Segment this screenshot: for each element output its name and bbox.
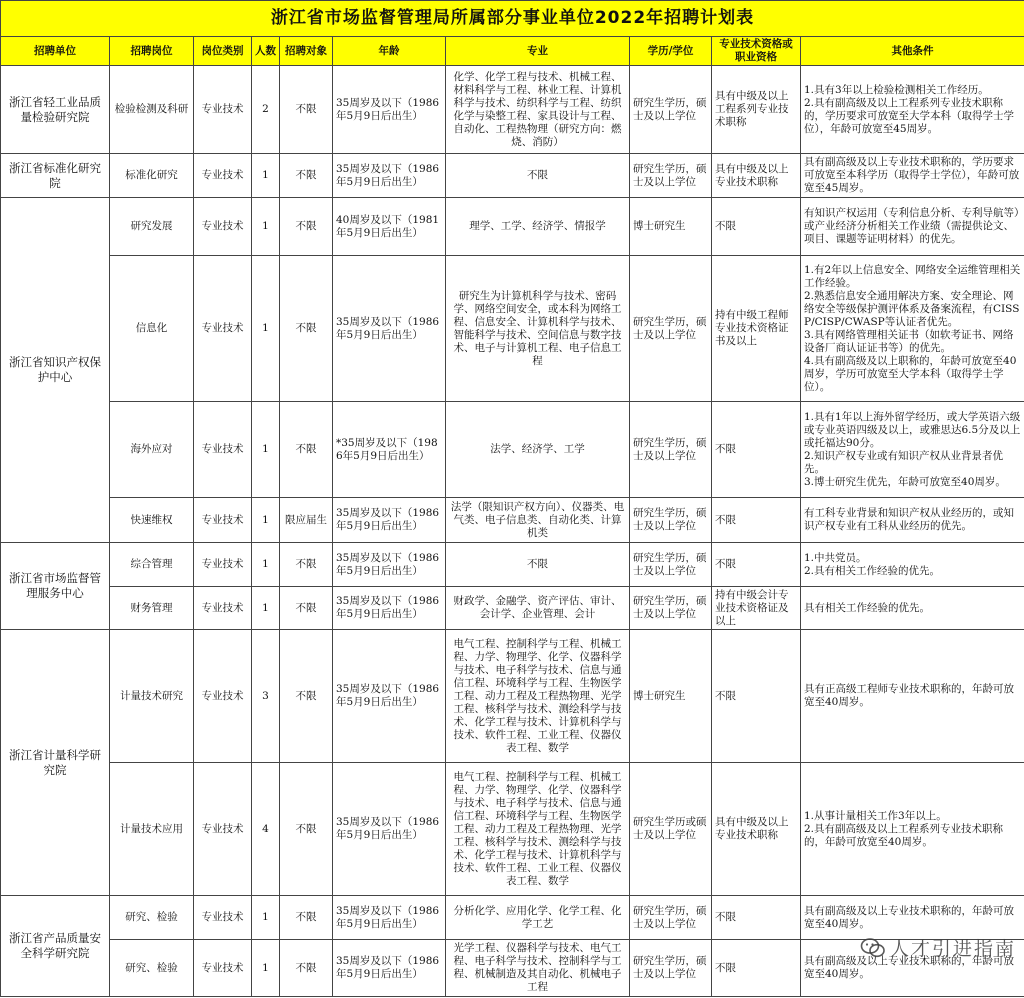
job-target: 不限 bbox=[280, 763, 333, 896]
job-age: *35周岁及以下（1986年5月9日后出生） bbox=[333, 402, 446, 498]
job-age: 35周岁及以下（1986年5月9日后出生） bbox=[333, 66, 446, 154]
header-row bbox=[1, 37, 1024, 66]
job-target: 不限 bbox=[280, 940, 333, 997]
job-category: 专业技术 bbox=[194, 256, 252, 402]
job-count: 1 bbox=[252, 154, 280, 198]
job-degree: 研究生学历，硕士及以上学位 bbox=[630, 940, 712, 997]
job-age: 35周岁及以下（1986年5月9日后出生） bbox=[333, 940, 446, 997]
job-count: 1 bbox=[252, 940, 280, 997]
unit-name: 浙江省标准化研究院 bbox=[1, 154, 110, 198]
job-degree: 研究生学历，硕士及以上学位 bbox=[630, 543, 712, 587]
job-count: 2 bbox=[252, 66, 280, 154]
page-title: 浙江省市场监督管理局所属部分事业单位2022年招聘计划表 bbox=[1, 1, 1024, 37]
job-target: 不限 bbox=[280, 630, 333, 763]
job-category: 专业技术 bbox=[194, 630, 252, 763]
unit-name: 浙江省计量科学研究院 bbox=[1, 630, 110, 896]
job-other: 1.有2年以上信息安全、网络安全运维管理相关工作经验。 2.熟悉信息安全通用解决方案、安全理论、网络安全等级保护测评体系及备案流程，有CISSP/CISP/CWASP等认证者优先。 3.具有网络管理相关证书（如软考证书、网络设备厂商认证证书等）的优先。 4.具有副高级及以上职称的，年龄可放宽至40周岁，学历可放宽至大学本科（取得学士学位）。 bbox=[801, 256, 1024, 402]
job-other: 具有正高级工程师专业技术职称的，年龄可放宽至40周岁。 bbox=[801, 630, 1024, 763]
job-age: 35周岁及以下（1986年5月9日后出生） bbox=[333, 154, 446, 198]
job-qualification: 不限 bbox=[712, 940, 801, 997]
job-position: 财务管理 bbox=[110, 587, 194, 630]
job-other: 具有相关工作经验的优先。 bbox=[801, 587, 1024, 630]
job-age: 35周岁及以下（1986年5月9日后出生） bbox=[333, 256, 446, 402]
table-row bbox=[1, 896, 1024, 940]
job-position: 快速维权 bbox=[110, 498, 194, 543]
table-row bbox=[1, 763, 1024, 896]
job-other: 1.从事计量相关工作3年以上。 2.具有副高级及以上工程系列专业技术职称的，年龄可放宽至40周岁。 bbox=[801, 763, 1024, 896]
job-count: 1 bbox=[252, 498, 280, 543]
table-row bbox=[1, 940, 1024, 997]
header-other: 其他条件 bbox=[801, 37, 1024, 66]
header-qualification: 专业技术资格或职业资格 bbox=[712, 37, 801, 66]
job-target: 不限 bbox=[280, 256, 333, 402]
job-position: 计量技术研究 bbox=[110, 630, 194, 763]
header-age: 年龄 bbox=[333, 37, 446, 66]
job-degree: 研究生学历，硕士及以上学位 bbox=[630, 498, 712, 543]
job-degree: 研究生学历，硕士及以上学位 bbox=[630, 256, 712, 402]
title-row bbox=[1, 1, 1024, 37]
job-category: 专业技术 bbox=[194, 896, 252, 940]
job-position: 检验检测及科研 bbox=[110, 66, 194, 154]
job-other: 1.中共党员。 2.具有相关工作经验的优先。 bbox=[801, 543, 1024, 587]
job-count: 3 bbox=[252, 630, 280, 763]
job-position: 标准化研究 bbox=[110, 154, 194, 198]
table-row bbox=[1, 256, 1024, 402]
job-age: 35周岁及以下（1986年5月9日后出生） bbox=[333, 630, 446, 763]
table-body bbox=[1, 66, 1024, 997]
job-degree: 研究生学历，硕士及以上学位 bbox=[630, 587, 712, 630]
job-age: 35周岁及以下（1986年5月9日后出生） bbox=[333, 543, 446, 587]
unit-name: 浙江省市场监督管理服务中心 bbox=[1, 543, 110, 630]
job-degree: 博士研究生 bbox=[630, 630, 712, 763]
job-position: 海外应对 bbox=[110, 402, 194, 498]
job-age: 35周岁及以下（1986年5月9日后出生） bbox=[333, 896, 446, 940]
job-qualification: 具有中级及以上专业技术职称 bbox=[712, 763, 801, 896]
job-count: 1 bbox=[252, 198, 280, 256]
job-qualification: 不限 bbox=[712, 630, 801, 763]
job-major: 法学、经济学、工学 bbox=[446, 402, 630, 498]
header-count: 人数 bbox=[252, 37, 280, 66]
job-degree: 研究生学历，硕士及以上学位 bbox=[630, 154, 712, 198]
unit-name: 浙江省产品质量安全科学研究院 bbox=[1, 896, 110, 997]
job-count: 1 bbox=[252, 587, 280, 630]
table-row bbox=[1, 587, 1024, 630]
job-count: 1 bbox=[252, 402, 280, 498]
job-category: 专业技术 bbox=[194, 66, 252, 154]
header-degree: 学历/学位 bbox=[630, 37, 712, 66]
job-qualification: 不限 bbox=[712, 896, 801, 940]
job-other: 1.具有1年以上海外留学经历，或大学英语六级或专业英语四级及以上，或雅思达6.5分及以上或托福达90分。 2.知识产权专业或有知识产权从业背景者优先。 3.博士研究生优先，年龄可放宽至40周岁。 bbox=[801, 402, 1024, 498]
job-degree: 研究生学历或硕士及以上学位 bbox=[630, 763, 712, 896]
table-row bbox=[1, 66, 1024, 154]
job-qualification: 不限 bbox=[712, 498, 801, 543]
table-row bbox=[1, 630, 1024, 763]
job-target: 不限 bbox=[280, 198, 333, 256]
job-count: 1 bbox=[252, 256, 280, 402]
job-major: 光学工程、仪器科学与技术、电气工程、电子科学与技术、控制科学与工程、机械制造及其自动化、机械电子工程 bbox=[446, 940, 630, 997]
job-position: 研究、检验 bbox=[110, 940, 194, 997]
header-unit: 招聘单位 bbox=[1, 37, 110, 66]
job-position: 综合管理 bbox=[110, 543, 194, 587]
job-position: 计量技术应用 bbox=[110, 763, 194, 896]
job-count: 1 bbox=[252, 543, 280, 587]
watermark-text: 人才引进指南 bbox=[889, 938, 1016, 960]
job-category: 专业技术 bbox=[194, 154, 252, 198]
job-position: 信息化 bbox=[110, 256, 194, 402]
job-degree: 研究生学历，硕士及以上学位 bbox=[630, 896, 712, 940]
job-category: 专业技术 bbox=[194, 763, 252, 896]
job-target: 不限 bbox=[280, 587, 333, 630]
job-qualification: 具有中级及以上专业技术职称 bbox=[712, 154, 801, 198]
job-major: 不限 bbox=[446, 154, 630, 198]
job-age: 35周岁及以下（1986年5月9日后出生） bbox=[333, 587, 446, 630]
job-age: 35周岁及以下（1986年5月9日后出生） bbox=[333, 763, 446, 896]
table-row bbox=[1, 498, 1024, 543]
job-qualification: 不限 bbox=[712, 198, 801, 256]
job-category: 专业技术 bbox=[194, 498, 252, 543]
job-qualification: 不限 bbox=[712, 402, 801, 498]
job-qualification: 持有中级工程师专业技术资格证书及以上 bbox=[712, 256, 801, 402]
job-degree: 研究生学历，硕士及以上学位 bbox=[630, 66, 712, 154]
job-position: 研究、检验 bbox=[110, 896, 194, 940]
header-target: 招聘对象 bbox=[280, 37, 333, 66]
job-degree: 研究生学历，硕士及以上学位 bbox=[630, 402, 712, 498]
job-major: 财政学、金融学、资产评估、审计、会计学、企业管理、会计 bbox=[446, 587, 630, 630]
job-major: 电气工程、控制科学与工程、机械工程、力学、物理学、化学、仪器科学与技术、电子科学与技术、信息与通信工程、环境科学与工程、生物医学工程、动力工程及工程热物理、光学工程、核科学与技术、测绘科学与技术、化学工程与技术、计算机科学与技术、软件工程、工业工程、仪器仪表工程、数学 bbox=[446, 763, 630, 896]
job-category: 专业技术 bbox=[194, 587, 252, 630]
job-major: 分析化学、应用化学、化学工程、化学工艺 bbox=[446, 896, 630, 940]
job-major: 不限 bbox=[446, 543, 630, 587]
job-qualification: 持有中级会计专业技术资格证及以上 bbox=[712, 587, 801, 630]
job-qualification: 具有中级及以上工程系列专业技术职称 bbox=[712, 66, 801, 154]
job-other: 有工科专业背景和知识产权从业经历的，或知识产权专业有工科从业经历的优先。 bbox=[801, 498, 1024, 543]
job-category: 专业技术 bbox=[194, 543, 252, 587]
job-target: 不限 bbox=[280, 402, 333, 498]
header-major: 专业 bbox=[446, 37, 630, 66]
unit-name: 浙江省轻工业品质量检验研究院 bbox=[1, 66, 110, 154]
job-other: 有知识产权运用（专利信息分析、专利导航等）或产业经济分析相关工作业绩（需提供论文、项目、课题等证明材料）的优先。 bbox=[801, 198, 1024, 256]
unit-name: 浙江省知识产权保护中心 bbox=[1, 198, 110, 543]
job-major: 化学、化学工程与技术、机械工程、材料科学与工程、林业工程、计算机科学与技术、纺织科学与工程、纺织化学与染整工程、家具设计与工程、自动化、工程热物理（研究方向：燃烧、消防） bbox=[446, 66, 630, 154]
job-other: 具有副高级及以上专业技术职称的，年龄可放宽至40周岁。 bbox=[801, 896, 1024, 940]
table-row bbox=[1, 198, 1024, 256]
job-age: 40周岁及以下（1981年5月9日后出生） bbox=[333, 198, 446, 256]
job-other: 1.具有3年以上检验检测相关工作经历。 2.具有副高级及以上工程系列专业技术职称的，学历要求可放宽至大学本科（取得学士学位），年龄可放宽至45周岁。 bbox=[801, 66, 1024, 154]
job-degree: 博士研究生 bbox=[630, 198, 712, 256]
table-row bbox=[1, 402, 1024, 498]
job-other: 具有副高级及以上专业技术职称的，学历要求可放宽至本科学历（取得学士学位），年龄可放宽至45周岁。 bbox=[801, 154, 1024, 198]
job-target: 不限 bbox=[280, 896, 333, 940]
table-row bbox=[1, 543, 1024, 587]
job-target: 限应届生 bbox=[280, 498, 333, 543]
job-category: 专业技术 bbox=[194, 402, 252, 498]
job-count: 4 bbox=[252, 763, 280, 896]
job-major: 电气工程、控制科学与工程、机械工程、力学、物理学、化学、仪器科学与技术、电子科学与技术、信息与通信工程、环境科学与工程、生物医学工程、动力工程及工程热物理、光学工程、核科学与技术、测绘科学与技术、化学工程与技术、计算机科学与技术、软件工程、工业工程、仪器仪表工程、数学 bbox=[446, 630, 630, 763]
job-category: 专业技术 bbox=[194, 940, 252, 997]
job-other: 具有副高级及以上专业技术职称的，年龄可放宽至40周岁。 bbox=[801, 940, 1024, 997]
job-position: 研究发展 bbox=[110, 198, 194, 256]
header-category: 岗位类别 bbox=[194, 37, 252, 66]
job-major: 法学（限知识产权方向）、仪器类、电气类、电子信息类、自动化类、计算机类 bbox=[446, 498, 630, 543]
job-age: 35周岁及以下（1986年5月9日后出生） bbox=[333, 498, 446, 543]
table-row bbox=[1, 154, 1024, 198]
job-target: 不限 bbox=[280, 154, 333, 198]
job-count: 1 bbox=[252, 896, 280, 940]
job-major: 理学、工学、经济学、情报学 bbox=[446, 198, 630, 256]
job-major: 研究生为计算机科学与技术、密码学、网络空间安全，或本科为网络工程、信息安全、计算机科学与技术、智能科学与技术、空间信息与数字技术、电子与计算机工程、电子信息工程 bbox=[446, 256, 630, 402]
job-target: 不限 bbox=[280, 543, 333, 587]
header-position: 招聘岗位 bbox=[110, 37, 194, 66]
job-qualification: 不限 bbox=[712, 543, 801, 587]
job-category: 专业技术 bbox=[194, 198, 252, 256]
job-target: 不限 bbox=[280, 66, 333, 154]
